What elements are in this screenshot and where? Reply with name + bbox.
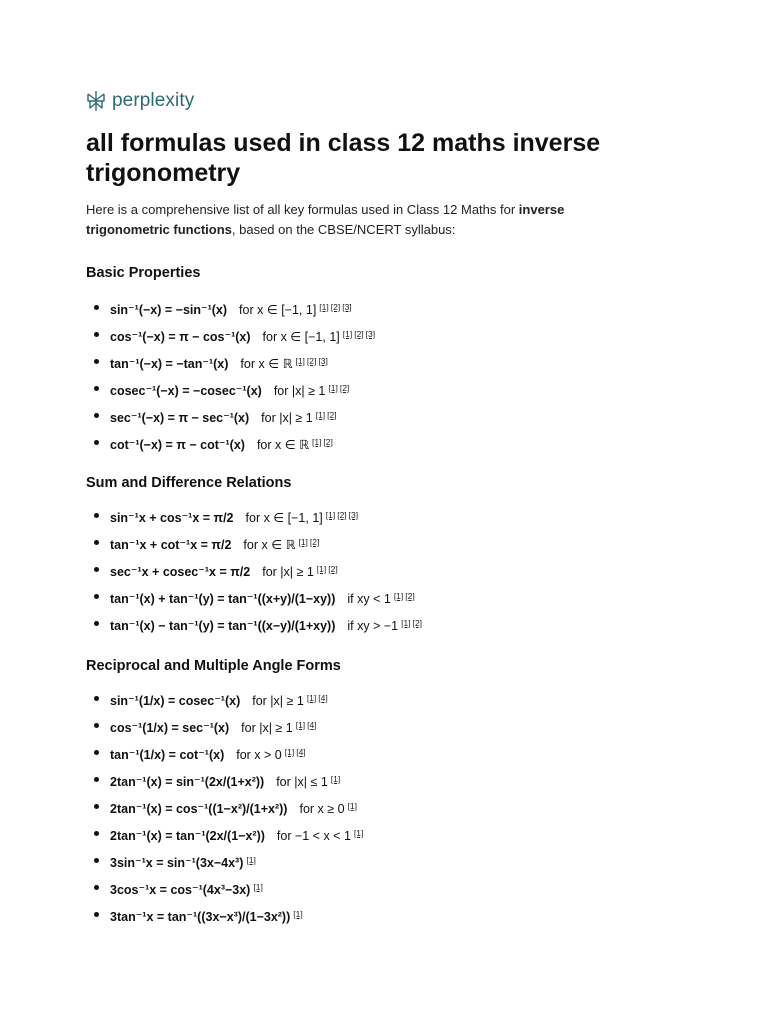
section-basic-properties [86,263,726,459]
citations [314,411,337,425]
formula-text: sec⁻¹(−x) = π − sec⁻¹(x) [110,411,250,425]
formula-condition: for x ∈ ℝ [243,538,296,552]
citation-link[interactable]: [1] [319,302,329,312]
formula-text: tan⁻¹(−x) = −tan⁻¹(x) [110,357,229,371]
list-item [86,688,726,715]
citation-link[interactable]: [2] [412,618,423,628]
formula-condition: for x ≥ 0 [299,802,345,816]
citations [346,802,357,816]
formula-condition: for x ∈ [−1, 1] [262,330,340,344]
formula-condition: for x ∈ ℝ [240,357,293,371]
formula-condition: for −1 < x < 1 [276,829,351,843]
citations [294,721,317,735]
perplexity-logo-icon [86,90,106,112]
citation-link[interactable]: [2] [306,356,317,366]
intro-paragraph [86,200,646,240]
citations [296,538,319,552]
formula-text: 2tan⁻¹(x) = tan⁻¹(2x/(1−x²)) [110,829,265,843]
formula-text: sin⁻¹(−x) = −sin⁻¹(x) [110,303,228,317]
citations [326,384,349,398]
formula-condition: for |x| ≥ 1 [273,384,326,398]
formula-condition: for |x| ≥ 1 [252,694,304,708]
list-item [86,324,726,351]
citation-link[interactable]: [2] [328,564,338,574]
brand-logo[interactable] [86,90,194,112]
formula-text: cosec⁻¹(−x) = −cosec⁻¹(x) [110,384,262,398]
formula-condition: for |x| ≥ 1 [241,721,293,735]
formula-text: 3tan⁻¹x = tan⁻¹((3x−x³)/(1−3x²)) [110,910,291,924]
citation-link[interactable]: [2] [327,410,337,420]
citation-link[interactable]: [1] [315,410,326,420]
citation-link[interactable]: [3] [342,302,352,312]
formula-text: sec⁻¹x + cosec⁻¹x = π/2 [110,565,251,579]
section-heading: Sum and Difference Relations [86,475,292,491]
citation-link[interactable]: [1] [353,828,364,838]
citation-link[interactable]: [3] [318,356,328,366]
citations [392,592,415,606]
list-item [86,904,726,931]
formula-list [86,505,726,640]
section-heading: Reciprocal and Multiple Angle Forms [86,658,341,674]
section-sum-and-difference [86,473,726,640]
citation-link[interactable]: [2] [405,591,415,601]
citation-link[interactable]: [2] [354,329,364,339]
section-heading: Basic Properties [86,265,201,281]
formula-text: sin⁻¹x + cos⁻¹x = π/2 [110,511,234,525]
formula-text: sin⁻¹(1/x) = cosec⁻¹(x) [110,694,241,708]
formula-text: 3sin⁻¹x = sin⁻¹(3x−4x³) [110,856,244,870]
section-reciprocal-multiple-angle [86,656,726,931]
citation-link[interactable]: [4] [318,693,328,703]
citations [291,910,302,924]
citation-link[interactable]: [1] [298,537,308,547]
formula-text: 3cos⁻¹x = cos⁻¹(4x³−3x) [110,883,251,897]
list-item [86,378,726,405]
formula-condition: if xy < 1 [347,592,391,606]
list-item [86,432,726,459]
formula-text: tan⁻¹(x) + tan⁻¹(y) = tan⁻¹((x+y)/(1−xy)) [110,592,336,606]
citations [310,438,333,452]
intro-text-after: , based on the CBSE/NCERT syllabus: [231,222,456,237]
citations [352,829,363,843]
formula-text: tan⁻¹x + cot⁻¹x = π/2 [110,538,232,552]
citation-link[interactable]: [2] [323,437,333,447]
formula-condition: for x > 0 [236,748,282,762]
list-item [86,823,726,850]
list-item [86,351,726,378]
list-item [86,405,726,432]
citation-link[interactable]: [2] [339,383,350,393]
list-item [86,586,726,613]
citation-link[interactable]: [4] [296,747,306,757]
formula-condition: if xy > −1 [347,619,399,633]
citation-link[interactable]: [1] [330,774,341,784]
list-item [86,742,726,769]
formula-text: cot⁻¹(−x) = π − cot⁻¹(x) [110,438,245,452]
citation-link[interactable]: [2] [309,537,320,547]
list-item [86,532,726,559]
page-title: all formulas used in class 12 maths inverse trigonometry [86,129,601,187]
list-item [86,796,726,823]
formula-text: 2tan⁻¹(x) = sin⁻¹(2x/(1+x²)) [110,775,265,789]
citation-link[interactable]: [1] [295,356,305,366]
citations [341,330,375,344]
citations [251,883,262,897]
citations [329,775,340,789]
citation-link[interactable]: [3] [348,510,359,520]
citations [315,565,338,579]
citation-link[interactable]: [1] [325,510,336,520]
citation-link[interactable]: [1] [316,564,327,574]
citation-link[interactable]: [1] [342,329,353,339]
citations [293,357,327,371]
formula-condition: for x ∈ [−1, 1] [239,303,317,317]
list-item [86,769,726,796]
formula-condition: for |x| ≥ 1 [262,565,314,579]
citation-link[interactable]: [1] [306,693,317,703]
list-item [86,613,726,640]
citations [324,511,358,525]
intro-text-before: Here is a comprehensive list of all key formulas used in Class 12 Maths for [86,202,519,217]
formula-condition: for |x| ≥ 1 [261,411,313,425]
list-item [86,297,726,324]
citation-link[interactable]: [1] [293,909,303,919]
formula-text: tan⁻¹(1/x) = cot⁻¹(x) [110,748,225,762]
list-item [86,715,726,742]
citations [283,748,306,762]
citation-link[interactable]: [3] [365,329,376,339]
list-item [86,877,726,904]
formula-condition: for x ∈ ℝ [256,438,309,452]
list-item [86,850,726,877]
formula-condition: for x ∈ [−1, 1] [245,511,323,525]
formula-text: tan⁻¹(x) − tan⁻¹(y) = tan⁻¹((x−y)/(1+xy)) [110,619,336,633]
citation-link[interactable]: [2] [330,302,341,312]
citation-link[interactable]: [1] [246,855,256,865]
citation-link[interactable]: [4] [307,720,317,730]
formula-text: cos⁻¹(−x) = π − cos⁻¹(x) [110,330,251,344]
citation-link[interactable]: [1] [295,720,306,730]
citations [305,694,328,708]
citation-link[interactable]: [1] [253,882,263,892]
citation-link[interactable]: [1] [347,801,357,811]
citations [244,856,255,870]
formula-condition: for |x| ≤ 1 [276,775,328,789]
formula-text: 2tan⁻¹(x) = cos⁻¹((1−x²)/(1+x²)) [110,802,288,816]
citation-link[interactable]: [1] [393,591,404,601]
formula-list [86,688,726,931]
brand-name: perplexity [112,90,195,111]
formula-text: cos⁻¹(1/x) = sec⁻¹(x) [110,721,230,735]
list-item [86,559,726,586]
citations [399,619,422,633]
citation-link[interactable]: [2] [337,510,347,520]
intro-text-bold: inverse trigonometric functions [86,202,565,237]
citations [317,303,351,317]
list-item [86,505,726,532]
citation-link[interactable]: [1] [328,383,338,393]
citation-link[interactable]: [1] [311,437,322,447]
formula-list [86,297,726,459]
citation-link[interactable]: [1] [284,747,295,757]
citation-link[interactable]: [1] [401,618,411,628]
